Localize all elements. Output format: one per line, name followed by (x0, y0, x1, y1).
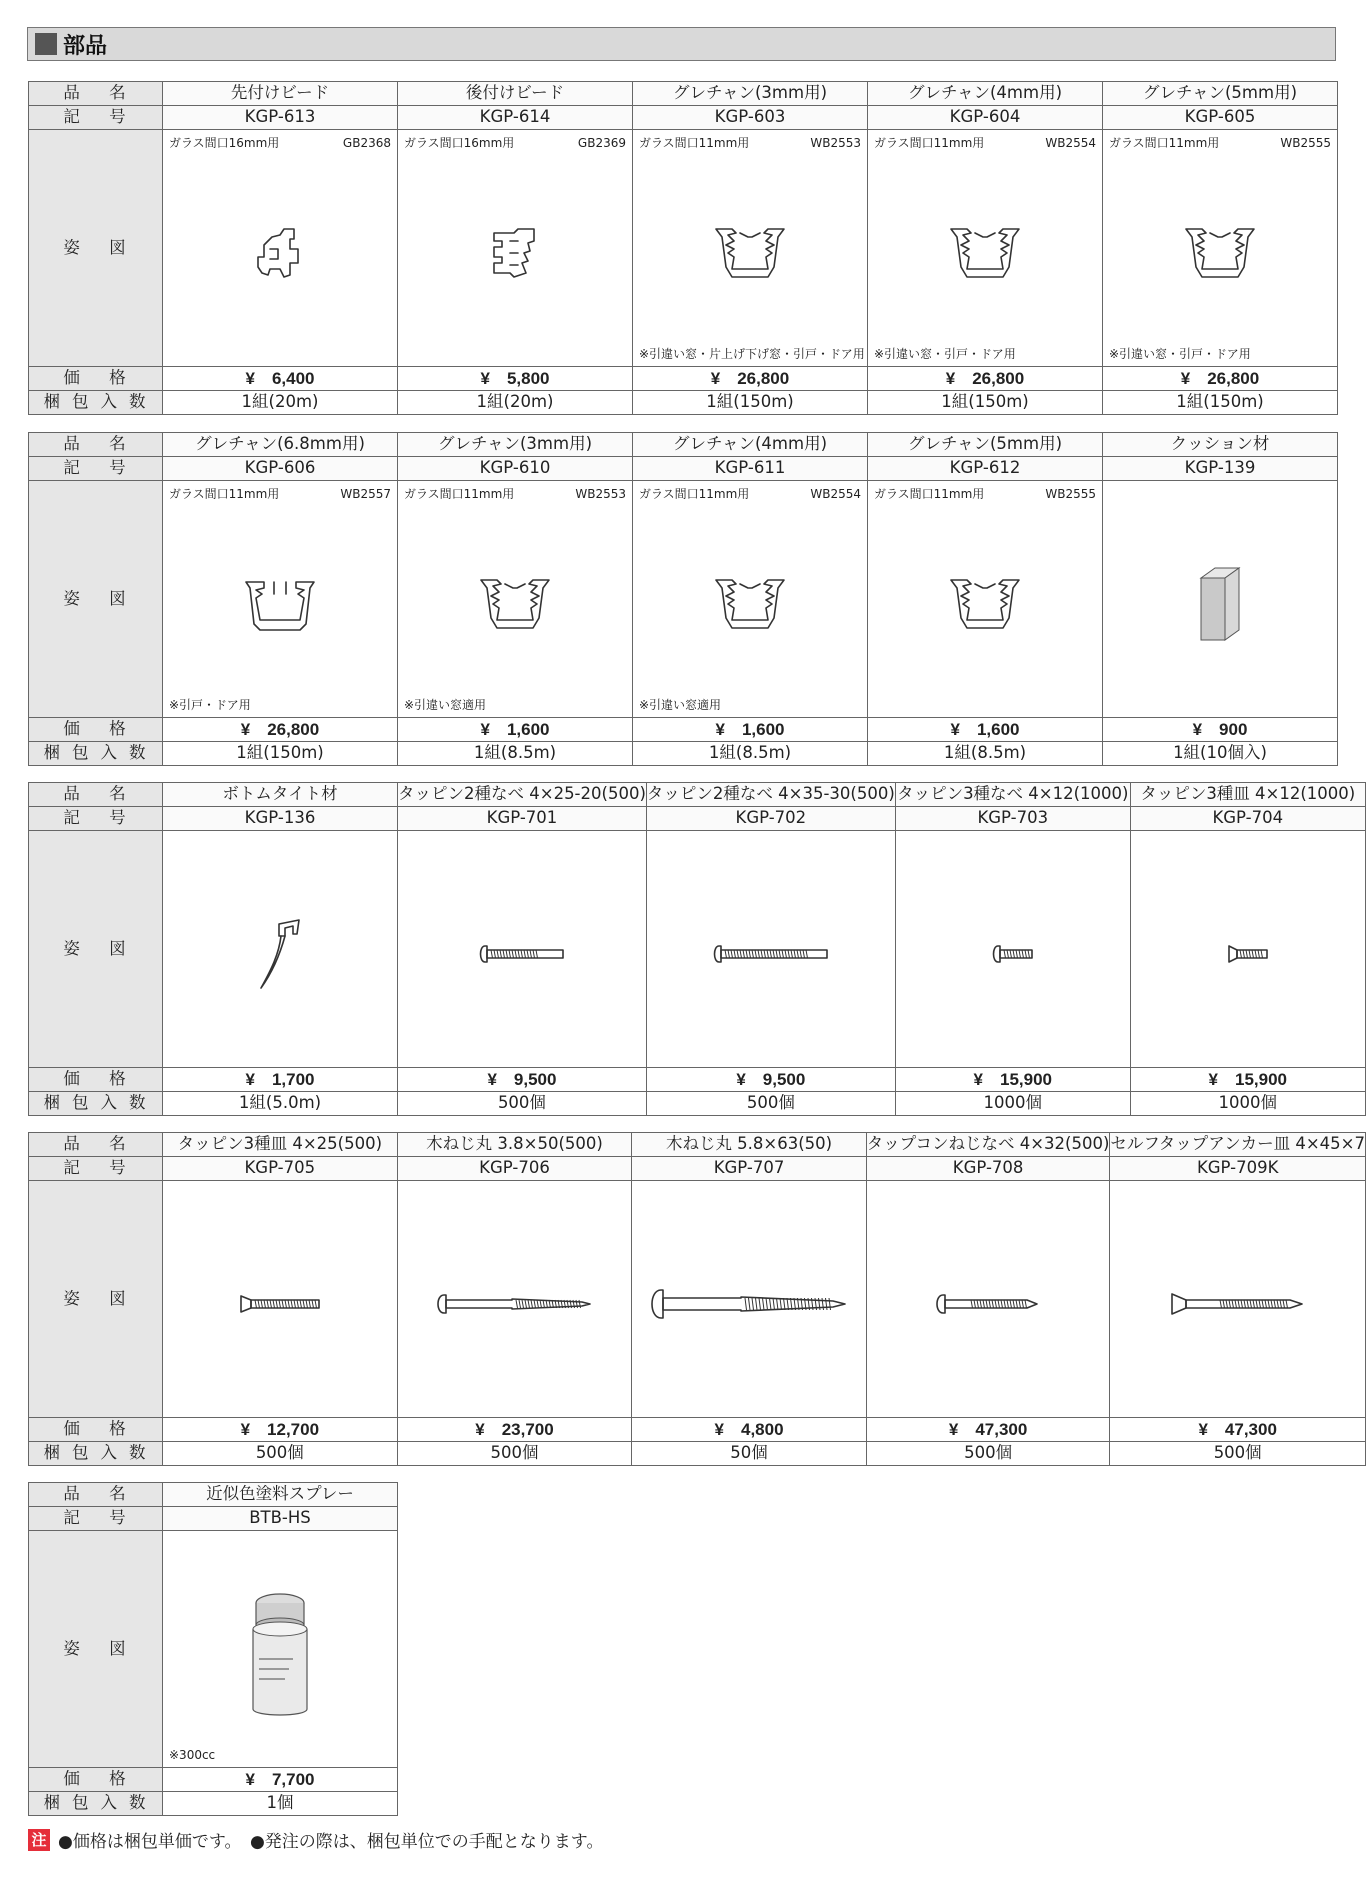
product-pack: 500個 (398, 1092, 647, 1116)
product-price: ¥ 1,600 (633, 718, 868, 742)
product-code: KGP-139 (1103, 457, 1338, 481)
product-figure (163, 831, 398, 1068)
glass-opening-note: ガラス間口16mm用 (169, 136, 280, 150)
product-figure (398, 130, 633, 367)
glazing-channel-icon (868, 170, 1102, 336)
row-code (29, 106, 1338, 130)
glass-opening-note: ガラス間口11mm用 (639, 136, 750, 150)
product-code: BTB-HS (163, 1507, 398, 1531)
row-price (29, 367, 1338, 391)
row-pack (29, 1792, 398, 1816)
label-price: 価 格 (29, 1768, 163, 1792)
label-pack: 梱包入数 (29, 1792, 163, 1816)
row-price (29, 1068, 1366, 1092)
label-price: 価 格 (29, 367, 163, 391)
product-figure (163, 130, 398, 367)
product-name: グレチャン(4mm用) (633, 433, 868, 457)
part-ref-code: GB2369 (577, 136, 626, 150)
label-pack: 梱包入数 (29, 391, 163, 415)
row-figure (29, 831, 1366, 1068)
product-price: ¥ 6,400 (163, 367, 398, 391)
row-code (29, 1157, 1366, 1181)
product-name: グレチャン(6.8mm用) (163, 433, 398, 457)
product-pack: 1組(150m) (1103, 391, 1338, 415)
row-code (29, 1507, 398, 1531)
usage-note: ※300cc (169, 1748, 216, 1762)
product-pack: 50個 (632, 1442, 867, 1466)
glass-opening-note: ガラス間口11mm用 (639, 487, 750, 501)
product-code: KGP-613 (163, 106, 398, 130)
parts-table (28, 1132, 1366, 1466)
glazing-channel-icon (633, 170, 867, 336)
row-name (29, 433, 1338, 457)
product-code: KGP-604 (868, 106, 1103, 130)
product-code: KGP-707 (632, 1157, 867, 1181)
product-name: グレチャン(4mm用) (868, 82, 1103, 106)
product-name: タッピン2種なべ 4×25-20(500) (398, 783, 647, 807)
row-figure (29, 130, 1338, 367)
product-code: KGP-701 (398, 807, 647, 831)
tapcon-screw-icon (867, 1221, 1110, 1387)
glazing-channel-icon (633, 521, 867, 687)
label-figure: 姿 図 (29, 130, 163, 367)
anchor-screw-icon (1110, 1221, 1365, 1387)
glazing-channel-icon (868, 521, 1102, 687)
label-figure: 姿 図 (29, 481, 163, 718)
product-figure (866, 1181, 1110, 1418)
bottom-tight-icon (163, 871, 397, 1037)
product-figure (1130, 831, 1365, 1068)
pan-screw-tiny-icon (896, 871, 1130, 1037)
label-pack: 梱包入数 (29, 1092, 163, 1116)
product-name: タッピン3種なべ 4×12(1000) (895, 783, 1130, 807)
usage-note: ※引違い窓・引戸・ドア用 (874, 347, 1016, 361)
product-code: KGP-704 (1130, 807, 1365, 831)
product-code: KGP-612 (868, 457, 1103, 481)
product-figure (398, 481, 633, 718)
row-price (29, 1768, 398, 1792)
product-figure (1103, 481, 1338, 718)
flat-screw-short-icon (163, 1221, 397, 1387)
product-name: タッピン3種皿 4×12(1000) (1130, 783, 1365, 807)
product-figure (633, 130, 868, 367)
part-ref-code: WB2554 (810, 487, 861, 501)
label-code: 記 号 (29, 457, 163, 481)
product-code: KGP-610 (398, 457, 633, 481)
glass-opening-note: ガラス間口11mm用 (1109, 136, 1220, 150)
parts-table (28, 1482, 398, 1816)
product-pack: 500個 (397, 1442, 632, 1466)
glazing-channel-wide-icon (163, 521, 397, 687)
glass-opening-note: ガラス間口11mm用 (874, 136, 985, 150)
product-pack: 1個 (163, 1792, 398, 1816)
product-name: セルフタップアンカー皿 4×45×7 (1110, 1133, 1366, 1157)
product-pack: 1組(150m) (633, 391, 868, 415)
wood-screw-large-icon (632, 1221, 866, 1387)
row-price (29, 1418, 1366, 1442)
product-pack: 1組(150m) (868, 391, 1103, 415)
product-name: 後付けビード (398, 82, 633, 106)
product-code: KGP-605 (1103, 106, 1338, 130)
usage-note: ※引違い窓適用 (404, 698, 487, 712)
product-pack: 500個 (866, 1442, 1110, 1466)
product-code: KGP-603 (633, 106, 868, 130)
product-name: 近似色塗料スプレー (163, 1483, 398, 1507)
label-pack: 梱包入数 (29, 742, 163, 766)
cushion-block-icon (1103, 521, 1337, 687)
parts-table (28, 782, 1366, 1116)
product-figure (868, 130, 1103, 367)
product-price: ¥ 15,900 (1130, 1068, 1365, 1092)
product-name: クッション材 (1103, 433, 1338, 457)
parts-table (28, 81, 1338, 415)
product-price: ¥ 9,500 (398, 1068, 647, 1092)
product-name: グレチャン(3mm用) (633, 82, 868, 106)
product-pack: 500個 (162, 1442, 397, 1466)
product-price: ¥ 23,700 (397, 1418, 632, 1442)
product-figure (398, 831, 647, 1068)
product-figure (868, 481, 1103, 718)
product-price: ¥ 15,900 (895, 1068, 1130, 1092)
part-ref-code: WB2553 (810, 136, 861, 150)
note-badge: 注 (28, 1829, 50, 1851)
front-bead-icon (163, 170, 397, 336)
product-figure (163, 1531, 398, 1768)
label-price: 価 格 (29, 1418, 163, 1442)
label-name: 品 名 (29, 1483, 163, 1507)
label-name: 品 名 (29, 433, 163, 457)
product-pack: 1000個 (1130, 1092, 1365, 1116)
row-name (29, 783, 1366, 807)
section-title: 部品 (63, 33, 108, 59)
glass-opening-note: ガラス間口11mm用 (404, 487, 515, 501)
product-pack: 1組(8.5m) (868, 742, 1103, 766)
label-name: 品 名 (29, 82, 163, 106)
part-ref-code: WB2555 (1280, 136, 1331, 150)
product-name: タップコンねじなべ 4×32(500) (866, 1133, 1110, 1157)
product-figure (1103, 130, 1338, 367)
header-square-icon (35, 33, 57, 55)
product-name: 木ねじ丸 5.8×63(50) (632, 1133, 867, 1157)
label-name: 品 名 (29, 1133, 163, 1157)
product-price: ¥ 5,800 (398, 367, 633, 391)
bottom-note (28, 1827, 603, 1852)
parts-table (28, 432, 1338, 766)
product-name: 木ねじ丸 3.8×50(500) (397, 1133, 632, 1157)
product-code: KGP-708 (866, 1157, 1110, 1181)
product-figure (646, 831, 895, 1068)
part-ref-code: WB2553 (575, 487, 626, 501)
spray-can-icon (163, 1571, 397, 1737)
product-code: KGP-703 (895, 807, 1130, 831)
label-figure: 姿 図 (29, 831, 163, 1068)
label-code: 記 号 (29, 1157, 163, 1181)
product-price: ¥ 7,700 (163, 1768, 398, 1792)
product-pack: 1000個 (895, 1092, 1130, 1116)
pan-screw-short-icon (398, 871, 646, 1037)
product-price: ¥ 12,700 (162, 1418, 397, 1442)
product-name: 先付けビード (163, 82, 398, 106)
product-price: ¥ 900 (1103, 718, 1338, 742)
glass-opening-note: ガラス間口16mm用 (404, 136, 515, 150)
label-figure: 姿 図 (29, 1531, 163, 1768)
label-figure: 姿 図 (29, 1181, 163, 1418)
row-pack (29, 742, 1338, 766)
row-code (29, 807, 1366, 831)
glass-opening-note: ガラス間口11mm用 (169, 487, 280, 501)
label-code: 記 号 (29, 807, 163, 831)
product-figure (1110, 1181, 1366, 1418)
row-figure (29, 1531, 398, 1768)
part-ref-code: WB2557 (340, 487, 391, 501)
glass-opening-note: ガラス間口11mm用 (874, 487, 985, 501)
product-price: ¥ 9,500 (646, 1068, 895, 1092)
part-ref-code: WB2555 (1045, 487, 1096, 501)
product-pack: 1組(10個入) (1103, 742, 1338, 766)
product-figure (397, 1181, 632, 1418)
product-figure (163, 481, 398, 718)
product-name: タッピン3種皿 4×25(500) (162, 1133, 397, 1157)
product-pack: 1組(8.5m) (633, 742, 868, 766)
product-pack: 500個 (1110, 1442, 1366, 1466)
product-price: ¥ 4,800 (632, 1418, 867, 1442)
row-figure (29, 1181, 1366, 1418)
label-price: 価 格 (29, 718, 163, 742)
product-figure (632, 1181, 867, 1418)
product-pack: 500個 (646, 1092, 895, 1116)
row-name (29, 1483, 398, 1507)
product-name: グレチャン(5mm用) (868, 433, 1103, 457)
product-price: ¥ 1,700 (163, 1068, 398, 1092)
product-pack: 1組(20m) (398, 391, 633, 415)
label-price: 価 格 (29, 1068, 163, 1092)
product-name: グレチャン(5mm用) (1103, 82, 1338, 106)
product-code: KGP-136 (163, 807, 398, 831)
usage-note: ※引違い窓適用 (639, 698, 722, 712)
row-pack (29, 1442, 1366, 1466)
label-name: 品 名 (29, 783, 163, 807)
product-name: タッピン2種なべ 4×35-30(500) (646, 783, 895, 807)
wood-screw-icon (398, 1221, 632, 1387)
product-figure (895, 831, 1130, 1068)
label-pack: 梱包入数 (29, 1442, 163, 1466)
row-name (29, 1133, 1366, 1157)
product-name: ボトムタイト材 (163, 783, 398, 807)
note-text: ●価格は梱包単価です。 ●発注の際は、梱包単位での手配となります。 (58, 1832, 604, 1852)
product-price: ¥ 47,300 (866, 1418, 1110, 1442)
flat-screw-tiny-icon (1131, 871, 1365, 1037)
product-pack: 1組(8.5m) (398, 742, 633, 766)
label-code: 記 号 (29, 1507, 163, 1531)
product-code: KGP-705 (162, 1157, 397, 1181)
row-price (29, 718, 1338, 742)
product-code: KGP-702 (646, 807, 895, 831)
row-figure (29, 481, 1338, 718)
product-name: グレチャン(3mm用) (398, 433, 633, 457)
row-pack (29, 1092, 1366, 1116)
product-code: KGP-706 (397, 1157, 632, 1181)
product-code: KGP-614 (398, 106, 633, 130)
product-code: KGP-709K (1110, 1157, 1366, 1181)
product-price: ¥ 26,800 (1103, 367, 1338, 391)
usage-note: ※引違い窓・片上げ下げ窓・引戸・ドア用 (639, 347, 865, 361)
pan-screw-long-icon (647, 871, 895, 1037)
product-price: ¥ 26,800 (163, 718, 398, 742)
product-price: ¥ 47,300 (1110, 1418, 1366, 1442)
product-code: KGP-611 (633, 457, 868, 481)
row-code (29, 457, 1338, 481)
product-code: KGP-606 (163, 457, 398, 481)
section-header (27, 27, 1336, 61)
product-pack: 1組(20m) (163, 391, 398, 415)
product-pack: 1組(5.0m) (163, 1092, 398, 1116)
product-price: ¥ 1,600 (398, 718, 633, 742)
product-price: ¥ 1,600 (868, 718, 1103, 742)
product-price: ¥ 26,800 (868, 367, 1103, 391)
product-price: ¥ 26,800 (633, 367, 868, 391)
row-pack (29, 391, 1338, 415)
product-figure (162, 1181, 397, 1418)
label-code: 記 号 (29, 106, 163, 130)
glazing-channel-icon (398, 521, 632, 687)
product-figure (633, 481, 868, 718)
part-ref-code: GB2368 (342, 136, 391, 150)
part-ref-code: WB2554 (1045, 136, 1096, 150)
row-name (29, 82, 1338, 106)
glazing-channel-icon (1103, 170, 1337, 336)
usage-note: ※引違い窓・引戸・ドア用 (1109, 347, 1251, 361)
rear-bead-icon (398, 170, 632, 336)
product-pack: 1組(150m) (163, 742, 398, 766)
usage-note: ※引戸・ドア用 (169, 698, 251, 712)
